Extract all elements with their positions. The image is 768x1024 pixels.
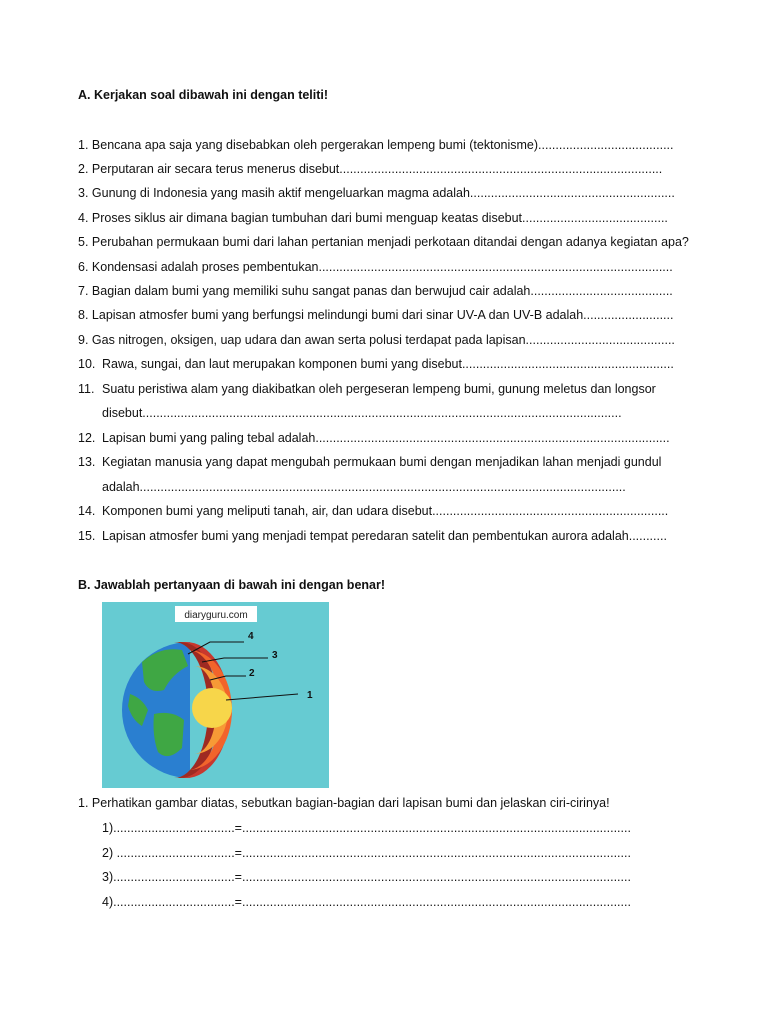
question-12: 12. Lapisan bumi yang paling tebal adalah......................................................................................................	[78, 431, 670, 445]
answer-line-1: 1)...................................=................................................................................................................	[102, 821, 631, 835]
question-15: 15. Lapisan atmosfer bumi yang menjadi tempat peredaran satelit dan pembentukan aurora adalah...........	[78, 529, 667, 543]
question-7: 7. Bagian dalam bumi yang memiliki suhu sangat panas dan berwujud cair adalah.........................................	[78, 284, 673, 298]
question-11-continued: disebut..........................................................................................................................................	[102, 406, 622, 420]
question-5: 5. Perubahan permukaan bumi dari lahan pertanian menjadi perkotaan ditandai dengan adanya kegiatan apa?	[78, 235, 689, 249]
question-3: 3. Gunung di Indonesia yang masih aktif mengeluarkan magma adalah...........................................................	[78, 186, 675, 200]
question-14: 14. Komponen bumi yang meliputi tanah, air, dan udara disebut....................................................................	[78, 504, 669, 518]
label-3: 3	[272, 650, 278, 661]
watermark-text: diaryguru.com	[184, 610, 248, 621]
answer-line-4: 4)...................................=................................................................................................................	[102, 895, 631, 909]
section-b-question-1: 1. Perhatikan gambar diatas, sebutkan bagian-bagian dari lapisan bumi dan jelaskan ciri-cirinya!	[78, 796, 610, 810]
label-4: 4	[248, 631, 254, 642]
label-1: 1	[307, 690, 313, 701]
question-4: 4. Proses siklus air dimana bagian tumbuhan dari bumi menguap keatas disebut..........................................	[78, 211, 668, 225]
question-10: 10. Rawa, sungai, dan laut merupakan komponen bumi yang disebut.............................................................	[78, 357, 674, 371]
question-2: 2. Perputaran air secara terus menerus disebut.............................................................................................	[78, 162, 663, 176]
label-2: 2	[249, 668, 255, 679]
section-b-title: B. Jawablah pertanyaan di bawah ini dengan benar!	[78, 578, 386, 592]
answer-line-3: 3)...................................=................................................................................................................	[102, 870, 631, 884]
question-11: 11. Suatu peristiwa alam yang diakibatkan oleh pergeseran lempeng bumi, gunung meletus dan longsor	[78, 382, 656, 396]
question-8: 8. Lapisan atmosfer bumi yang berfungsi melindungi bumi dari sinar UV-A dan UV-B adalah..........................	[78, 308, 674, 322]
question-6: 6. Kondensasi adalah proses pembentukan......................................................................................................	[78, 260, 673, 274]
earth-layers-figure	[102, 602, 329, 788]
answer-line-2: 2) ..................................=................................................................................................................	[102, 846, 631, 860]
question-13: 13. Kegiatan manusia yang dapat mengubah permukaan bumi dengan menjadikan lahan menjadi gundul	[78, 455, 662, 469]
continent-south	[154, 713, 185, 756]
layer-inner-core	[192, 688, 232, 728]
section-a-title: A. Kerjakan soal dibawah ini dengan teliti!	[78, 88, 329, 102]
earth-layers-illustration	[102, 602, 329, 788]
question-13-continued: adalah............................................................................................................................................	[102, 480, 626, 494]
question-9: 9. Gas nitrogen, oksigen, uap udara dan awan serta polusi terdapat pada lapisan...........................................	[78, 333, 675, 347]
question-1: 1. Bencana apa saja yang disebabkan oleh pergerakan lempeng bumi (tektonisme).......................................	[78, 138, 674, 152]
